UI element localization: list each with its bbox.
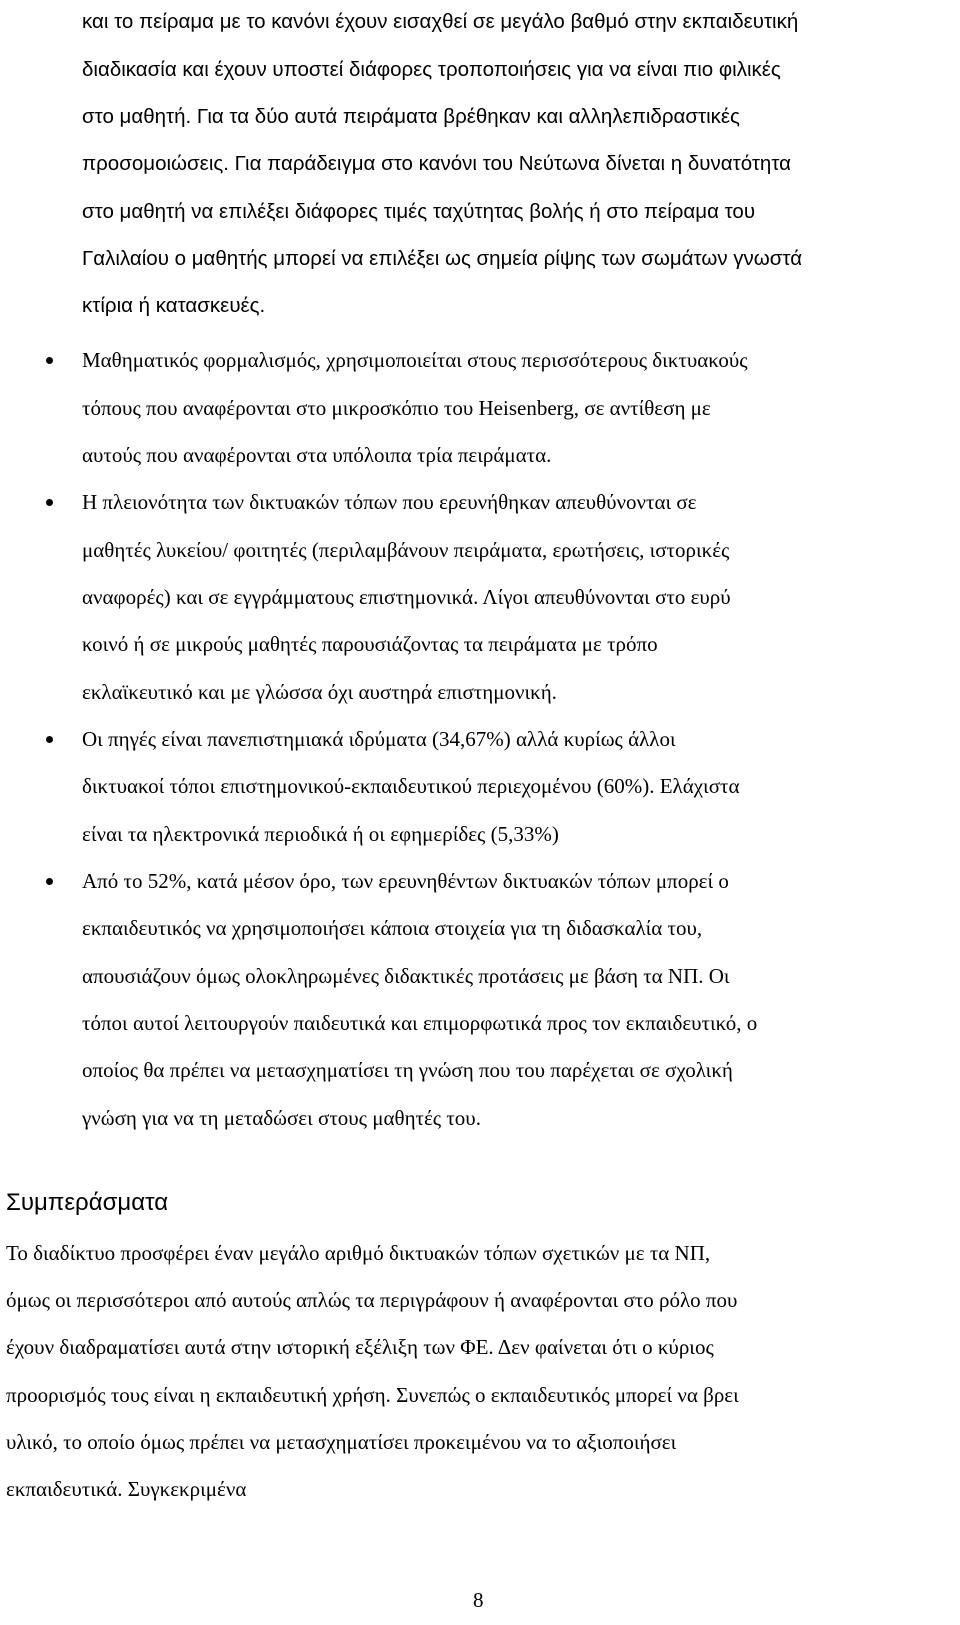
text-line: στο μαθητή. Για τα δύο αυτά πειράματα βρέθηκαν και αλληλεπιδραστικές (82, 105, 740, 128)
text-line: απουσιάζουν όμως ολοκληρωμένες διδακτικές προτάσεις με βάση τα ΝΠ. Οι (82, 964, 730, 988)
text-line: όμως οι περισσότεροι από αυτούς απλώς τα περιγράφουν ή αναφέρονται στο ρόλο που (6, 1288, 738, 1312)
text-line: δικτυακοί τόποι επιστημονικού-εκπαιδευτικού περιεχομένου (60%). Ελάχιστα (82, 774, 740, 798)
section-heading: Συμπεράσματα (6, 1189, 169, 1216)
bullet-dot-icon (46, 736, 53, 743)
text-line: εκλαϊκευτικό και με γλώσσα όχι αυστηρά επιστημονική. (82, 680, 557, 704)
text-line: οποίος θα πρέπει να μετασχηματίσει τη γνώση που του παρέχεται σε σχολική (82, 1058, 733, 1082)
text-line: προσομοιώσεις. Για παράδειγμα στο κανόνι του Νεύτωνα δίνεται η δυνατότητα (82, 152, 791, 175)
text-line: εκπαιδευτικά. Συγκεκριμένα (6, 1477, 247, 1501)
text-line: προορισμός τους είναι η εκπαιδευτική χρήση. Συνεπώς ο εκπαιδευτικός μπορεί να βρει (6, 1383, 739, 1407)
text-line: αυτούς που αναφέρονται στα υπόλοιπα τρία πειράματα. (82, 443, 552, 467)
text-line: μαθητές λυκείου/ φοιτητές (περιλαμβάνουν πειράματα, ερωτήσεις, ιστορικές (82, 538, 730, 562)
text-line: Γαλιλαίου ο μαθητής μπορεί να επιλέξει ως σημεία ρίψης των σωμάτων γνωστά (82, 247, 803, 270)
text-line: κτίρια ή κατασκευές. (82, 294, 266, 317)
text-line: τόπους που αναφέρονται στο μικροσκόπιο του Heisenberg, σε αντίθεση με (82, 396, 711, 420)
text-line: Η πλειονότητα των δικτυακών τόπων που ερευνήθηκαν απευθύνονται σε (82, 490, 697, 514)
text-line: Μαθηματικός φορμαλισμός, χρησιμοποιείται στους περισσότερους δικτυακούς (82, 348, 748, 372)
bullet-dot-icon (46, 357, 53, 364)
text-line: τόποι αυτοί λειτουργούν παιδευτικά και επιμορφωτικά προς τον εκπαιδευτικό, ο (82, 1011, 758, 1035)
text-line: διαδικασία και έχουν υποστεί διάφορες τροποποιήσεις για να είναι πιο φιλικές (82, 58, 781, 81)
text-line: είναι τα ηλεκτρονικά περιοδικά ή οι εφημερίδες (5,33%) (82, 822, 559, 846)
text-line: Το διαδίκτυο προσφέρει έναν μεγάλο αριθμό δικτυακών τόπων σχετικών με τα ΝΠ, (6, 1241, 711, 1265)
text-line: αναφορές) και σε εγγράμματους επιστημονικά. Λίγοι απευθύνονται στο ευρύ (82, 585, 731, 609)
text-line: Από το 52%, κατά μέσον όρο, των ερευνηθέντων δικτυακών τόπων μπορεί ο (82, 869, 729, 893)
page-number: 8 (473, 1588, 484, 1612)
text-line: στο μαθητή να επιλέξει διάφορες τιμές ταχύτητας βολής ή στο πείραμα του (82, 200, 756, 223)
text-line: γνώση για να τη μεταδώσει στους μαθητές του. (82, 1106, 481, 1130)
text-line: και το πείραμα με το κανόνι έχουν εισαχθεί σε μεγάλο βαθμό στην εκπαιδευτική (82, 10, 799, 33)
bullet-dot-icon (46, 499, 53, 506)
bullet-dot-icon (46, 878, 53, 885)
text-line: Οι πηγές είναι πανεπιστημιακά ιδρύματα (34,67%) αλλά κυρίως άλλοι (82, 727, 676, 751)
text-line: έχουν διαδραματίσει αυτά στην ιστορική εξέλιξη των ΦΕ. Δεν φαίνεται ότι ο κύριος (6, 1335, 714, 1359)
text-line: κοινό ή σε μικρούς μαθητές παρουσιάζοντας τα πειράματα με τρόπο (82, 632, 658, 656)
text-line: υλικό, το οποίο όμως πρέπει να μετασχηματίσει προκειμένου να το αξιοποιήσει (6, 1430, 677, 1454)
text-line: εκπαιδευτικός να χρησιμοποιήσει κάποια στοιχεία για τη διδασκαλία του, (82, 916, 703, 940)
